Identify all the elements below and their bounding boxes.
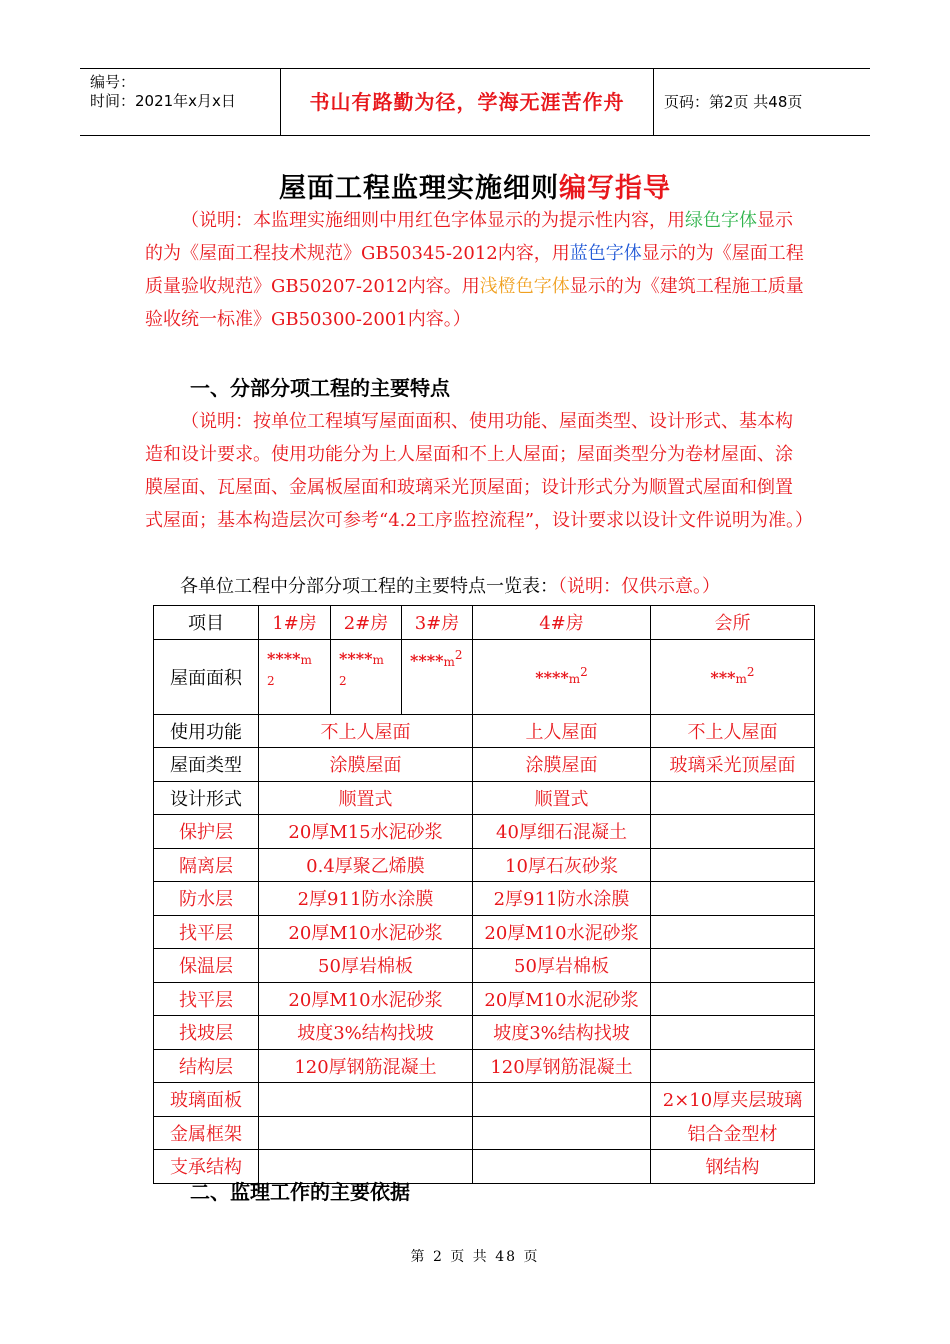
note-text: 显示的为《屋面工程技术规范》GB50345-2012内容，用: [145, 210, 793, 264]
table-cell: [651, 982, 815, 1016]
row-label: 屋面类型: [154, 748, 259, 782]
table-cell: 2×10厚夹层玻璃: [651, 1083, 815, 1117]
page-header: [80, 68, 870, 136]
table-cell: 上人屋面: [473, 714, 651, 748]
header-left-cell: [80, 69, 280, 135]
row-label: 结构层: [154, 1049, 259, 1083]
table-cell: 涂膜屋面: [259, 748, 473, 782]
doc-number-label: 编号：: [90, 73, 136, 91]
section1-note: （说明：按单位工程填写屋面面积、使用功能、屋面类型、设计形式、基本构造和设计要求。使用功能分为上人屋面和不上人屋面；屋面类型分为卷材屋面、涂膜屋面、瓦屋面、金属板屋面和玻璃采光顶屋面；设计形式分为顺置式屋面和倒置式屋面；基本构造层次可参考“4.2工序监控流程”，设计要求以设计文件说明为准。）: [145, 411, 814, 531]
area-unit: m: [735, 672, 747, 686]
table-cell: 20厚M15水泥砂浆: [259, 815, 473, 849]
caption-note: （说明：仅供示意。）: [558, 576, 720, 597]
header-motto: 书山有路勤为径，学海无涯苦作舟: [280, 69, 654, 135]
area-cell: [331, 639, 402, 714]
table-cell: [473, 1083, 651, 1117]
table-cell: 顺置式: [259, 781, 473, 815]
table-row: [154, 915, 815, 949]
table-header-cell: 4#房: [473, 606, 651, 640]
area-value: ****: [267, 648, 301, 668]
row-label: 使用功能: [154, 714, 259, 748]
area-value: ***: [710, 668, 736, 687]
area-value: ****: [410, 650, 444, 670]
page-footer: 第 2 页 共 48 页: [410, 1249, 540, 1265]
table-cell: 20厚M10水泥砂浆: [259, 982, 473, 1016]
area-cell: [259, 639, 331, 714]
row-label: 金属框架: [154, 1116, 259, 1150]
table-cell: 20厚M10水泥砂浆: [259, 915, 473, 949]
table-cell: [651, 781, 815, 815]
table-cell: 坡度3%结构找坡: [259, 1016, 473, 1050]
table-cell: 0.4厚聚乙烯膜: [259, 848, 473, 882]
orange-font-label: 浅橙色字体: [479, 276, 570, 297]
area-value: ****: [339, 648, 373, 668]
table-cell: 钢结构: [651, 1150, 815, 1184]
table-cell: 120厚钢筋混凝土: [473, 1049, 651, 1083]
header-page-info: 页码：第2页 共48页: [664, 93, 803, 111]
table-header-cell: 1#房: [259, 606, 331, 640]
table-cell: [259, 1116, 473, 1150]
area-cell: [473, 639, 651, 714]
row-label: 隔离层: [154, 848, 259, 882]
table-cell: [651, 1049, 815, 1083]
area-unit-exponent: 2: [746, 665, 755, 679]
table-row: [154, 848, 815, 882]
row-label: 找平层: [154, 982, 259, 1016]
row-label: 支承结构: [154, 1150, 259, 1184]
note-text: （说明：本监理实施细则中用红色字体显示的为提示性内容，用: [181, 210, 685, 231]
area-unit: m: [443, 654, 455, 669]
table-cell: [651, 915, 815, 949]
table-cell: [651, 882, 815, 916]
area-unit: m: [372, 652, 384, 667]
note-text: 显示的为《屋面工程质量验收规范》GB50207-2012内容。用: [145, 243, 804, 297]
row-label: 找坡层: [154, 1016, 259, 1050]
row-label: 找平层: [154, 915, 259, 949]
table-row: [154, 815, 815, 849]
row-label: 保护层: [154, 815, 259, 849]
table-cell: 20厚M10水泥砂浆: [473, 982, 651, 1016]
table-cell: 坡度3%结构找坡: [473, 1016, 651, 1050]
table-cell: [651, 1016, 815, 1050]
table-cell: 不上人屋面: [651, 714, 815, 748]
table-cell: [259, 1083, 473, 1117]
table-cell: 玻璃采光顶屋面: [651, 748, 815, 782]
area-unit-exponent: 2: [339, 673, 347, 688]
table-cell: [651, 815, 815, 849]
table-row-area: [154, 639, 815, 714]
doc-time-label: 时间：2021年x月x日: [90, 92, 236, 110]
table-cell: 120厚钢筋混凝土: [259, 1049, 473, 1083]
table-cell: 2厚911防水涂膜: [473, 882, 651, 916]
table-cell: 铝合金型材: [651, 1116, 815, 1150]
table-cell: 顺置式: [473, 781, 651, 815]
row-label: 防水层: [154, 882, 259, 916]
table-header-cell: 会所: [651, 606, 815, 640]
table-caption: [180, 572, 720, 598]
row-label: 屋面面积: [154, 639, 259, 714]
title-main: 屋面工程监理实施细则: [279, 173, 559, 204]
row-label: 设计形式: [154, 781, 259, 815]
section-heading-1: 一、分部分项工程的主要特点: [190, 376, 450, 400]
table-row: [154, 1116, 815, 1150]
table-cell: [651, 848, 815, 882]
section-heading-2: 二、监理工作的主要依据: [190, 1180, 410, 1204]
table-row: [154, 1083, 815, 1117]
area-unit: m: [568, 672, 581, 686]
blue-font-label: 蓝色字体: [569, 243, 642, 264]
table-header-row: [154, 606, 815, 640]
table-row: [154, 882, 815, 916]
table-cell: 2厚911防水涂膜: [259, 882, 473, 916]
table-cell: 涂膜屋面: [473, 748, 651, 782]
area-unit-exponent: 2: [267, 673, 275, 688]
table-cell: 50厚岩棉板: [473, 949, 651, 983]
table-row: [154, 781, 815, 815]
title-accent: 编写指导: [559, 173, 671, 204]
table-cell: [473, 1116, 651, 1150]
table-row: [154, 982, 815, 1016]
table-header-cell: 项目: [154, 606, 259, 640]
table-cell: 10厚石灰砂浆: [473, 848, 651, 882]
row-label: 保温层: [154, 949, 259, 983]
table-row: [154, 748, 815, 782]
table-row: [154, 1049, 815, 1083]
area-value: ****: [535, 668, 569, 687]
area-unit-exponent: 2: [580, 665, 588, 679]
area-unit: m: [300, 652, 312, 667]
color-legend-note: [145, 204, 810, 336]
project-features-table: [153, 605, 815, 1184]
table-cell: [651, 949, 815, 983]
table-header-cell: 3#房: [402, 606, 473, 640]
table-cell: [473, 1150, 651, 1184]
table-header-cell: 2#房: [331, 606, 402, 640]
row-label: 玻璃面板: [154, 1083, 259, 1117]
table-cell: 50厚岩棉板: [259, 949, 473, 983]
table-row: [154, 949, 815, 983]
note-text: 显示的为《建筑工程施工质量验收统一标准》GB50300-2001内容。）: [145, 276, 804, 330]
area-cell: [402, 639, 473, 714]
table-cell: 40厚细石混凝土: [473, 815, 651, 849]
area-unit-exponent: 2: [454, 647, 463, 662]
table-row: [154, 1016, 815, 1050]
table-row: [154, 714, 815, 748]
green-font-label: 绿色字体: [685, 210, 757, 231]
area-cell: [651, 639, 815, 714]
caption-text: 各单位工程中分部分项工程的主要特点一览表：: [180, 576, 558, 597]
table-cell: 20厚M10水泥砂浆: [473, 915, 651, 949]
document-title: [0, 166, 950, 205]
table-cell: 不上人屋面: [259, 714, 473, 748]
